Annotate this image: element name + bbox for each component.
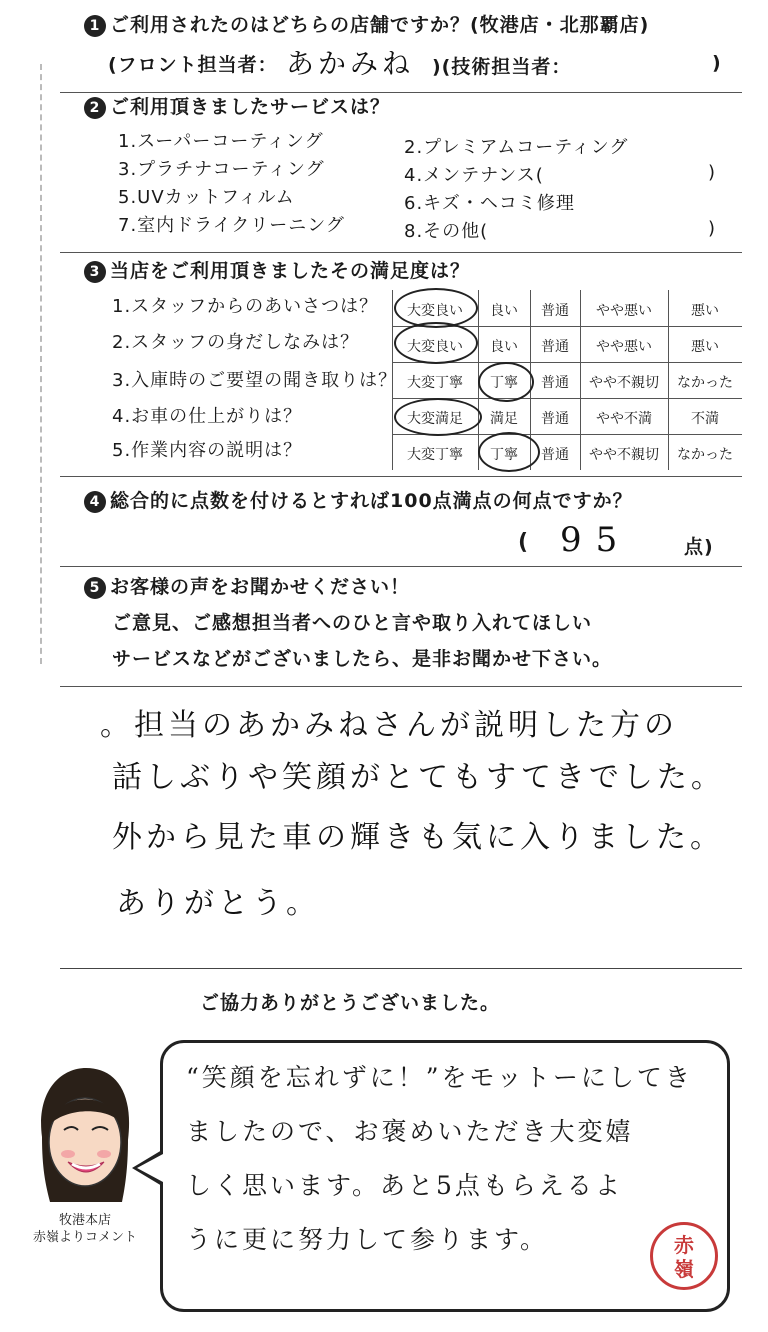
rating-option: 普通 xyxy=(541,411,569,427)
q2-right-list xyxy=(404,134,628,246)
q1-number-badge: 1 xyxy=(84,15,106,37)
reply-line: うに更に努力して参ります。 xyxy=(186,1225,549,1254)
rating-option: 良い xyxy=(490,303,518,319)
divider xyxy=(60,476,742,477)
customer-answer-line: 。担当のあかみねさんが説明した方の xyxy=(100,708,678,743)
rating-option: やや悪い xyxy=(596,339,652,355)
q4-number-badge: 4 xyxy=(84,491,106,513)
rating-option: なかった xyxy=(677,375,733,391)
divider xyxy=(60,252,742,253)
rating-option: 大変良い xyxy=(407,339,463,355)
q5-question: お客様の声をお聞かせください！ xyxy=(110,576,411,598)
rating-option: やや不親切 xyxy=(589,375,659,391)
rating-option: やや悪い xyxy=(596,303,652,319)
rating-option: 不満 xyxy=(691,411,719,427)
staff-caption xyxy=(18,1212,152,1246)
tech-staff-label: )(技術担当者： xyxy=(432,56,572,78)
selected-circle-mark xyxy=(478,362,534,402)
rating-option: やや不親切 xyxy=(589,447,659,463)
divider xyxy=(60,566,742,567)
service-item: 2.プレミアムコーティング xyxy=(404,137,629,158)
tech-staff-close: ) xyxy=(712,52,722,74)
reply-line: “笑顔を忘れずに！”をモットーにしてき xyxy=(186,1063,693,1092)
rating-option: 丁寧 xyxy=(490,375,518,391)
selected-circle-mark xyxy=(394,398,482,436)
score-unit: 点) xyxy=(684,536,714,558)
score-handwritten: 95 xyxy=(560,520,632,560)
reply-line: しく思います。あと5点もらえるよ xyxy=(186,1171,623,1200)
q2-heading xyxy=(84,92,390,119)
maintenance-close-paren: ) xyxy=(708,162,717,183)
rating-option: 大変満足 xyxy=(407,411,463,427)
service-item: 4.メンテナンス( xyxy=(404,165,544,186)
other-close-paren: ) xyxy=(708,218,717,239)
q5-heading xyxy=(84,572,410,599)
q1-staff-line xyxy=(108,50,278,77)
service-item: 3.プラチナコーティング xyxy=(118,159,325,180)
rating-option: 普通 xyxy=(541,303,569,319)
q3-number-badge: 3 xyxy=(84,261,106,283)
q5-number-badge: 5 xyxy=(84,577,106,599)
rating-option: 大変丁寧 xyxy=(407,447,463,463)
rating-option: 大変良い xyxy=(407,303,463,319)
reply-line: ましたので、お褒めいただき大変嬉 xyxy=(186,1117,634,1146)
front-staff-handwritten: あかみね xyxy=(286,47,415,80)
q2-number-badge: 2 xyxy=(84,97,106,119)
staff-store: 牧港本店 xyxy=(58,1213,111,1228)
service-item: 1.スーパーコーティング xyxy=(118,131,324,152)
rating-option: 普通 xyxy=(541,339,569,355)
binding-dashed-line xyxy=(40,64,42,664)
rating-option: 良い xyxy=(490,339,518,355)
service-item: 5.UVカットフィルム xyxy=(118,187,295,208)
q5-subtext: サービスなどがございましたら、是非お聞かせ下さい。 xyxy=(112,648,613,670)
bubble-tail-fill xyxy=(137,1154,163,1182)
seal-text: 赤嶺 xyxy=(674,1233,694,1281)
selected-circle-mark xyxy=(478,432,540,472)
q1-question: ご利用されたのはどちらの店舗ですか？(牧港店・北那覇店) xyxy=(110,14,650,36)
q3-heading xyxy=(84,256,470,283)
q2-left-list xyxy=(118,128,345,240)
rating-option: 大変丁寧 xyxy=(407,375,463,391)
q1-heading xyxy=(84,10,649,37)
customer-answer-line: ありがとう。 xyxy=(116,886,320,921)
q4-heading xyxy=(84,486,633,513)
rating-option: 丁寧 xyxy=(490,447,518,463)
q3-row-label: 2.スタッフの身だしなみは？ xyxy=(112,332,360,353)
rating-option: 悪い xyxy=(691,339,719,355)
q5-subtext: ご意見、ご感想担当者へのひと言や取り入れてほしい xyxy=(112,612,593,634)
customer-answer-line: 外から見た車の輝きも気に入りました。 xyxy=(112,820,724,855)
rating-option: 普通 xyxy=(541,375,569,391)
thanks-message: ご協力ありがとうございました。 xyxy=(200,992,501,1014)
rating-option: なかった xyxy=(677,447,733,463)
rating-option: やや不満 xyxy=(596,411,652,427)
staff-comment-label: 赤嶺よりコメント xyxy=(32,1230,137,1245)
q3-row-label: 1.スタッフからのあいさつは？ xyxy=(112,296,379,317)
rating-option: 普通 xyxy=(541,447,569,463)
q3-row-label: 4.お車の仕上がりは？ xyxy=(112,406,303,427)
front-staff-label: (フロント担当者： xyxy=(108,54,278,76)
service-item: 8.その他( xyxy=(404,221,489,242)
staff-portrait-illustration xyxy=(30,1062,140,1212)
q4-question: 総合的に点数を付けるとすれば100点満点の何点ですか？ xyxy=(110,490,633,512)
rating-option: 満足 xyxy=(490,411,518,427)
q2-question: ご利用頂きましたサービスは？ xyxy=(110,96,391,118)
q3-row-label: 5.作業内容の説明は？ xyxy=(112,440,303,461)
name-seal-stamp xyxy=(650,1222,718,1290)
service-item: 7.室内ドライクリーニング xyxy=(118,215,345,236)
divider xyxy=(60,968,742,969)
q3-row-label: 3.入庫時のご要望の聞き取りは？ xyxy=(112,370,398,391)
selected-circle-mark xyxy=(394,322,478,364)
q3-question: 当店をご利用頂きましたその満足度は？ xyxy=(110,260,471,282)
divider xyxy=(60,686,742,687)
score-open-paren: ( xyxy=(518,530,530,555)
customer-answer-line: 話しぶりや笑顔がとてもすてきでした。 xyxy=(112,760,725,795)
service-item: 6.キズ・ヘコミ修理 xyxy=(404,193,575,214)
rating-option: 悪い xyxy=(691,303,719,319)
